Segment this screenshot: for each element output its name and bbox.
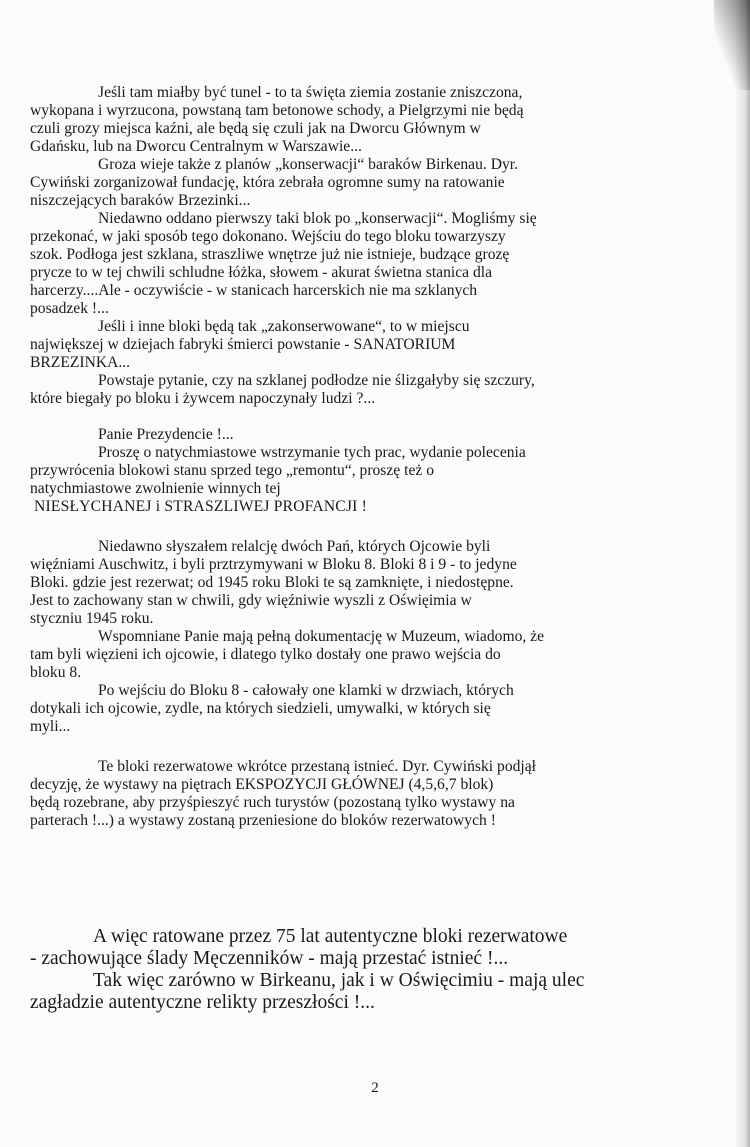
- paragraph-testimony: [30, 538, 690, 628]
- text-line: przywrócenia blokowi stanu sprzed tego „remontu“, proszę też o: [30, 462, 434, 479]
- text-line: które biegały po bloku i żywcem napoczynały ludzi ?...: [30, 390, 376, 407]
- text-line: BRZEZINKA...: [30, 354, 131, 371]
- text-line: bloku 8.: [30, 664, 82, 681]
- text-line: tam byli więzieni ich ojcowie, i dlatego tylko dostały one prawo wejścia do: [30, 646, 501, 663]
- text-line: Jeśli i inne bloki będą tak „zakonserwowane“, to w miejscu: [98, 318, 470, 335]
- scan-edge-shadow: [734, 0, 750, 1147]
- text-line: Powstaje pytanie, czy na szklanej podłodze nie ślizgałyby się szczury,: [98, 372, 535, 389]
- scan-corner-shadow: [714, 0, 750, 90]
- text-line: A więc ratowane przez 75 lat autentyczne bloki rezerwatowe: [93, 926, 568, 947]
- text-line: niszczejących baraków Brzezinki...: [30, 192, 251, 209]
- text-line: wykopana i wyrzucona, powstaną tam betonowe schody, a Pielgrzymi nie będą: [30, 102, 524, 119]
- text-line: decyzję, że wystawy na piętrach EKSPOZYCJI GŁÓWNEJ (4,5,6,7 blok): [30, 776, 494, 793]
- paragraph-first-block: [30, 210, 690, 318]
- text-line: Bloki. gdzie jest rezerwat; od 1945 roku Bloki te są zamknięte, i niedostępne.: [30, 574, 514, 591]
- page-number: 2: [371, 1080, 379, 1096]
- text-line: zagładzie autentyczne relikty przeszłości !...: [30, 992, 375, 1013]
- paragraph-conservation: [30, 156, 690, 210]
- text-line: Wspomniane Panie mają pełną dokumentację w Muzeum, wiadomo, że: [98, 628, 545, 645]
- text-line: styczniu 1945 roku.: [30, 610, 154, 627]
- text-line: Jeśli tam miałby być tunel - to ta święta ziemia zostanie zniszczona,: [98, 84, 523, 101]
- paragraph-request: [30, 444, 690, 516]
- paragraph-block8: [30, 682, 690, 736]
- text-line: Po wejściu do Bloku 8 - całowały one klamki w drzwiach, których: [98, 682, 514, 699]
- text-line: Gdańsku, lub na Dworcu Centralnym w Warszawie...: [30, 138, 362, 155]
- text-line: więźniami Auschwitz, i byli prztrzymywani w Bloku 8. Bloki 8 i 9 - to jedyne: [30, 556, 517, 573]
- emphasis-line: NIESŁYCHANEJ i STRASZLIWEJ PROFANCJI !: [34, 498, 368, 515]
- text-line: Jest to zachowany stan w chwili, gdy więźniwie wyszli z Oświęimia w: [30, 592, 472, 609]
- paragraph-salutation: [30, 426, 690, 444]
- text-line: Cywiński zorganizował fundację, która zebrała ogromne sumy na ratowanie: [30, 174, 505, 191]
- text-line: parterach !...) a wystawy zostaną przeniesione do bloków rezerwatowych !: [30, 812, 496, 829]
- paragraph-documentation: [30, 628, 690, 682]
- text-line: Tak więc zarówno w Birkeanu, jak i w Oświęcimiu - mają ulec: [93, 970, 585, 991]
- text-line: prycze to w tej chwili schludne łóżka, słowem - akurat świetna stanica dla: [30, 264, 493, 281]
- text-line: Groza wieje także z planów „konserwacji“ baraków Birkenau. Dyr.: [98, 156, 518, 173]
- text-line: dotykali ich ojcowie, zydle, na których siedzieli, umywalki, w których się: [30, 700, 491, 717]
- text-line: Niedawno słyszałem relalcję dwóch Pań, których Ojcowie byli: [98, 538, 491, 555]
- text-line: Te bloki rezerwatowe wkrótce przestaną istnieć. Dyr. Cywiński podjął: [98, 758, 536, 775]
- text-line: największej w dziejach fabryki śmierci powstanie - SANATORIUM: [30, 336, 456, 353]
- text-line: czuli grozy miejsca kaźni, ale będą się czuli jak na Dworcu Głównym w: [30, 120, 481, 137]
- paragraph-tunnel: [30, 84, 690, 156]
- text-line: harcerzy....Ale - oczywiście - w stanicach harcerskich nie ma szklanych: [30, 282, 478, 299]
- paragraph-reserve-blocks: [30, 758, 690, 830]
- text-line: - zachowujące ślady Męczenników - mają przestać istnieć !...: [30, 948, 509, 969]
- text-line: Niedawno oddano pierwszy taki blok po „konserwacji“. Mogliśmy się: [98, 210, 537, 227]
- text-line: przekonać, w jaki sposób tego dokonano. Wejściu do tego bloku towarzyszy: [30, 228, 506, 245]
- paragraph-question: [30, 372, 690, 408]
- text-line: natychmiastowe zwolnienie winnych tej: [30, 480, 281, 497]
- paragraph-sanatorium: [30, 318, 690, 372]
- body-text: [30, 84, 690, 830]
- text-line: myli...: [30, 718, 71, 735]
- closing-text: [30, 926, 690, 1014]
- salutation: Panie Prezydencie !...: [98, 426, 234, 443]
- text-line: posadzek !...: [30, 300, 109, 317]
- text-line: szok. Podłoga jest szklana, straszliwe wnętrze już nie istnieje, budzące grozę: [30, 246, 510, 263]
- text-line: Proszę o natychmiastowe wstrzymanie tych prac, wydanie polecenia: [98, 444, 526, 461]
- text-line: będą rozebrane, aby przyśpieszyć ruch turystów (pozostaną tylko wystawy na: [30, 794, 515, 811]
